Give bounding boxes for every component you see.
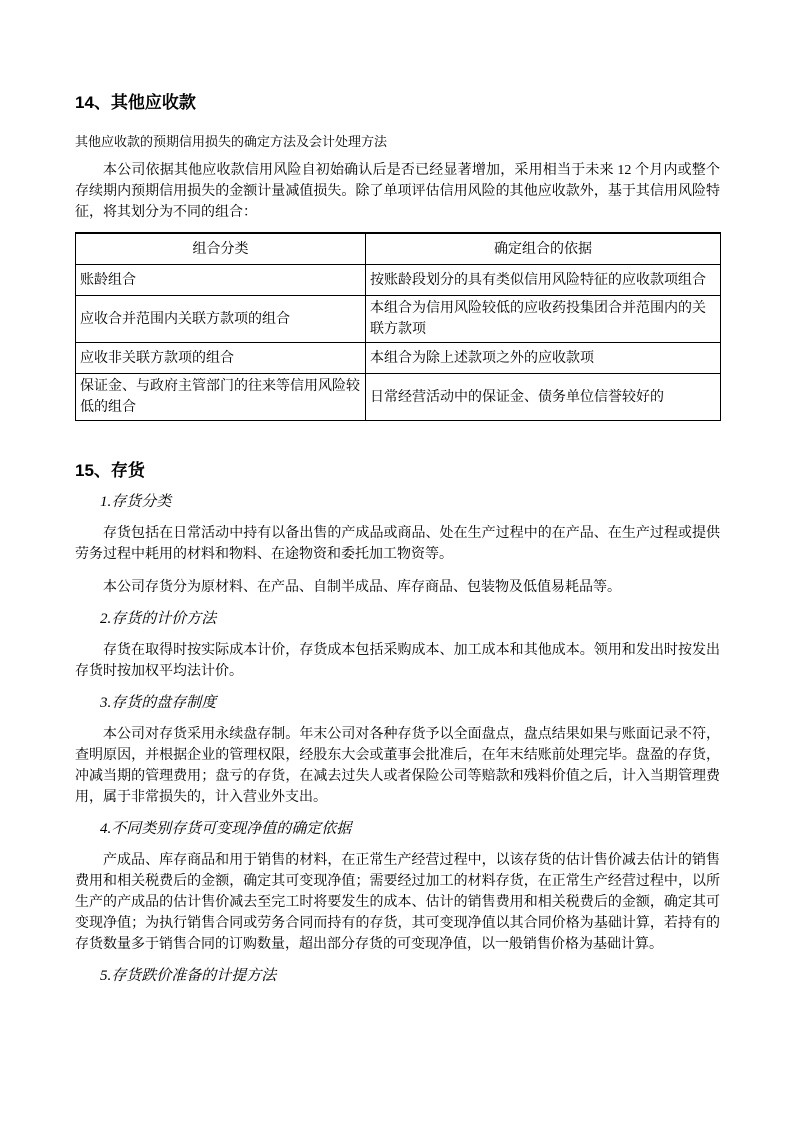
section-15-heading: 15、存货 <box>75 461 145 480</box>
table-cell-portfolio-class: 应收合并范围内关联方款项的组合 <box>76 296 366 343</box>
item-heading-inventory-count-system: 3.存货的盘存制度 <box>100 695 217 711</box>
table-cell-portfolio-basis: 日常经营活动中的保证金、债务单位信誉较好的 <box>366 374 721 421</box>
section-14-subtitle: 其他应收款的预期信用损失的确定方法及会计处理方法 <box>75 134 388 149</box>
table-cell-portfolio-class: 应收非关联方款项的组合 <box>76 343 366 374</box>
item-heading-inventory-valuation: 2.存货的计价方法 <box>100 611 217 627</box>
table-cell-portfolio-class: 保证金、与政府主管部门的往来等信用风险较低的组合 <box>76 374 366 421</box>
item-heading-inventory-provision-method: 5.存货跌价准备的计提方法 <box>100 968 277 984</box>
paragraph: 存货包括在日常活动中持有以备出售的产成品或商品、处在生产过程中的在产品、在生产过程或提供劳务过程中耗用的材料和物料、在途物资和委托加工物资等。 <box>75 526 720 562</box>
item-heading-net-realizable-value: 4.不同类别存货可变现净值的确定依据 <box>100 821 352 837</box>
table-row <box>76 343 721 374</box>
table-cell-portfolio-basis: 本组合为除上述款项之外的应收款项 <box>366 343 721 374</box>
table-row <box>76 296 721 343</box>
table-header-portfolio-class: 组合分类 <box>76 233 366 265</box>
section-14-heading: 14、其他应收款 <box>75 93 196 112</box>
section-14-paragraph: 本公司依据其他应收款信用风险自初始确认后是否已经显著增加，采用相当于未来 12 个月内或整个存续期内预期信用损失的金额计量减值损失。除了单项评估信用风险的其他应收款外，基于其信用风险特征，将其划分为不同的组合： <box>75 163 720 220</box>
document-content <box>75 0 720 985</box>
paragraph: 本公司对存货采用永续盘存制。年末公司对各种存货予以全面盘点，盘点结果如果与账面记录不符，查明原因，并根据企业的管理权限，经股东大会或董事会批准后，在年末结账前处理完毕。盘盈的存货，冲减当期的管理费用；盘亏的存货，在减去过失人或者保险公司等赔款和残料价值之后，计入当期管理费用，属于非常损失的，计入营业外支出。 <box>75 727 720 805</box>
table-cell-portfolio-basis: 本组合为信用风险较低的应收药投集团合并范围内的关联方款项 <box>366 296 721 343</box>
table-row <box>76 265 721 296</box>
table-cell-portfolio-class: 账龄组合 <box>76 265 366 296</box>
paragraph: 本公司存货分为原材料、在产品、自制半成品、库存商品、包装物及低值易耗品等。 <box>103 580 621 595</box>
credit-risk-portfolio-table <box>75 232 721 421</box>
table-cell-portfolio-basis: 按账龄段划分的具有类似信用风险特征的应收款项组合 <box>366 265 721 296</box>
table-header-row <box>76 233 721 265</box>
item-heading-inventory-classification: 1.存货分类 <box>100 494 172 510</box>
paragraph: 产成品、库存商品和用于销售的材料，在正常生产经营过程中，以该存货的估计售价减去估计的销售费用和相关税费后的金额，确定其可变现净值；需要经过加工的材料存货，在正常生产经营过程中，以所生产的产成品的估计售价减去至完工时将要发生的成本、估计的销售费用和相关税费后的金额，确定其可变现净值；为执行销售合同或劳务合同而持有的存货，其可变现净值以其合同价格为基础计算，若持有的存货数量多于销售合同的订购数量，超出部分存货的可变现净值，以一般销售价格为基础计算。 <box>75 853 720 952</box>
paragraph: 存货在取得时按实际成本计价，存货成本包括采购成本、加工成本和其他成本。领用和发出时按发出存货时按加权平均法计价。 <box>75 643 720 679</box>
table-header-portfolio-basis: 确定组合的依据 <box>366 233 721 265</box>
table-row <box>76 374 721 421</box>
